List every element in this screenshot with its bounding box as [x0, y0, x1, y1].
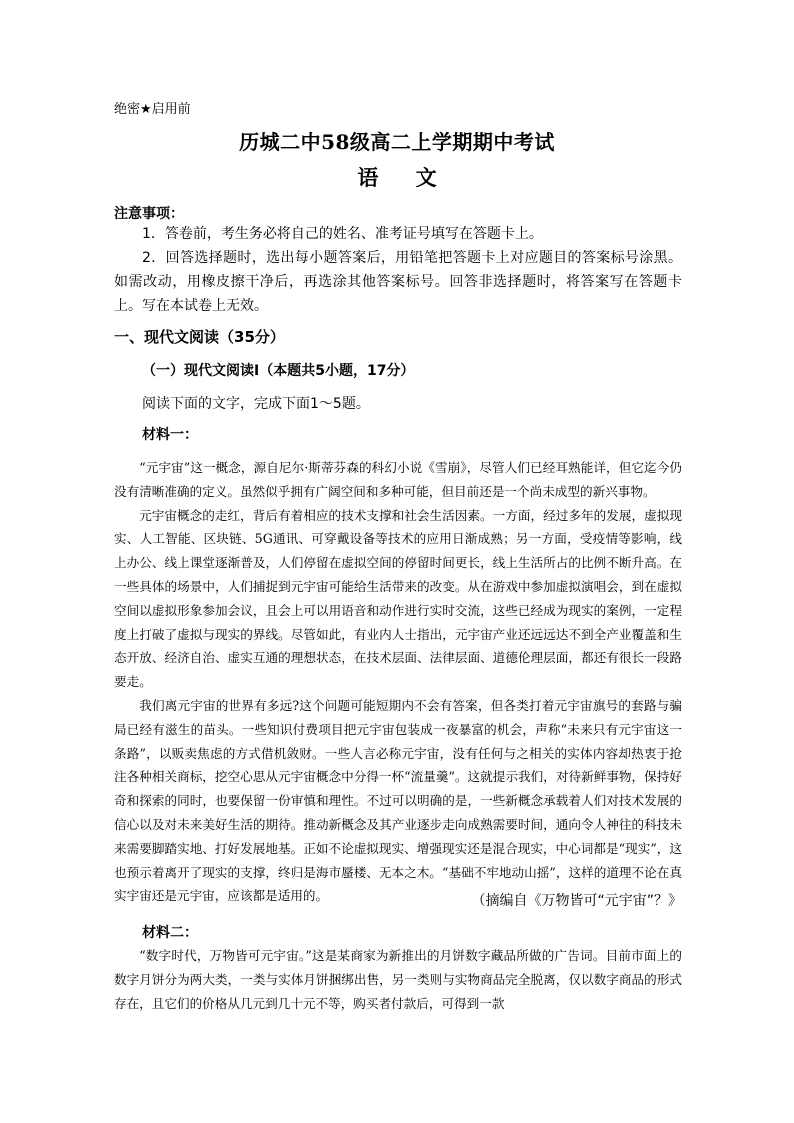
material-1-paragraph-3: 我们离元宇宙的世界有多远?这个问题可能短期内不会有答案，但各类打着元宇宙旗号的套路与骗局已经有滋生的苗头。一些知识付费项目把元宇宙包装成一夜暴富的机会，声称“未来只有元宇宙这一条路”，以贩卖焦虑的方式借机敛财。一些人言必称元宇宙，没有任何与之相关的实体内容却热衷于抢注各种相关商标，挖空心思从元宇宙概念中分得一杯“流量羹”。这就提示我们，对待新鲜事物，保持好奇和探索的同时，也要保留一份审慎和理性。不过可以明确的是，一些新概念承载着人们对技术发展的信心以及对未来美好生活的期待。推动新概念及其产业逐步走向成熟需要时间，通向令人神往的科技未来需要脚踏实地、打好发展地基。正如不论虚拟现实、增强现实还是混合现实，中心词都是“现实”，这也预示着离开了现实的支撑，终归是海市蜃楼、无本之木。“基础不牢地动山摇”，这样的道理不论在真实宇宙还是元宇宙，应该都是适用的。 — [114, 697, 682, 904]
material-2-heading: 材料二： — [142, 925, 198, 941]
material-1-source: （摘编自《万物皆可“元宇宙”？》 — [471, 893, 682, 909]
exam-title: 历城二中58级高二上学期期中考试 — [239, 130, 555, 154]
confidential-label: 绝密★启用前 — [114, 102, 191, 117]
section-title: 一、现代文阅读（35分） — [114, 328, 285, 346]
notice-heading: 注意事项： — [114, 206, 184, 222]
notice-item-2: 2．回答选择题时，选出每小题答案后，用铅笔把答题卡上对应题目的答案标号涂黑。如需改动，用橡皮擦干净后，再选涂其他答案标号。回答非选择题时，将答案写在答题卡上。写在本试卷上无效。 — [114, 250, 682, 314]
material-1-heading: 材料一： — [142, 427, 198, 443]
notice-item-1: 1．答卷前，考生务必将自己的姓名、准考证号填写在答题卡上。 — [142, 226, 543, 242]
material-1-paragraph-2: 元宇宙概念的走红，背后有着相应的技术支撑和社会生活因素。一方面，经过多年的发展，虚拟现实、人工智能、区块链、5G通讯、可穿戴设备等技术的应用日渐成熟；另一方面，受疫情等影响，线上办公、线上课堂逐渐普及，人们停留在虚拟空间的停留时间更长，线上生活所占的比例不断升高。在一些具体的场景中，人们捕捉到元宇宙可能给生活带来的改变。从在游戏中参加虚拟演唱会，到在虚拟空间以虚拟形象参加会议，且会上可以用语音和动作进行实时交流，这些已经成为现实的案例，一定程度上打破了虚拟与现实的界线。尽管如此，有业内人士指出，元宇宙产业还远远达不到全产业覆盖和生态开放、经济自治、虚实互通的理想状态，在技术层面、法律层面、道德伦理层面，都还有很长一段路要走。 — [114, 507, 682, 690]
material-1-body — [114, 456, 682, 908]
subject-title: 语 文 — [357, 165, 437, 190]
reading-instruction: 阅读下面的文字，完成下面1～5题。 — [142, 396, 370, 412]
material-1-paragraph-1: “元宇宙”这一概念，源自尼尔·斯蒂芬森的科幻小说《雪崩》，尽管人们已经耳熟能详，但它迄今仍没有清晰准确的定义。虽然似乎拥有广阔空间和多种可能，但目前还是一个尚未成型的新兴事物。 — [114, 460, 682, 499]
material-2-paragraph-1: “数字时代，万物皆可元宇宙。”这是某商家为新推出的月饼数字藏品所做的广告词。目前市面上的数字月饼分为两大类，一类与实体月饼捆绑出售，另一类则与实物商品完全脱离，仅以数字商品的形式存在，且它们的价格从几元到几十元不等，购买者付款后，可得到一款 — [114, 948, 682, 1011]
material-2-body — [114, 944, 682, 1015]
subsection-title: （一）现代文阅读Ⅰ（本题共5小题，17分） — [142, 363, 415, 379]
